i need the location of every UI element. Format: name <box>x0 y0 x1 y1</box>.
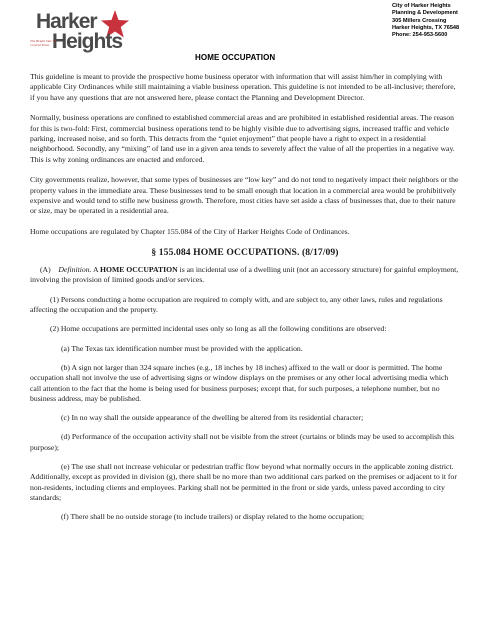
logo-word-harker: Harker <box>36 10 97 33</box>
condition-item: (b) A sign not larger than 324 square inches (e.g., 18 inches by 18 inches) affixed to the wall or door is permitted. The home occupation shall not involve the use of advertising signs or window displays on the premises or any other local advertising media which call attention to the fact that the home is being used for business purposes; except that, for such purposes, a telephone number, but no business address, may be published. <box>30 362 449 403</box>
clause-paragraph: (1) Persons conducting a home occupation are required to comply with, and are subject to, any other laws, rules and regulations affecting the occupation and the property. <box>30 294 443 315</box>
document-title: HOME OCCUPATION <box>195 53 276 62</box>
address-line: Phone: 254-953-5600 <box>392 32 448 39</box>
condition-item: (f) There shall be no outside storage (to include trailers) or display related to the home occupation; <box>61 512 364 522</box>
address-line: Harker Heights, TX 76548 <box>392 24 460 31</box>
definition-text: is an incidental use of a dwelling unit (not an accessory structure) for gainful employment, involving the provision of limited goods and/or services. <box>30 265 459 285</box>
definition-label: Definition. <box>58 265 92 275</box>
address-block <box>392 3 480 39</box>
address-line: 305 Millers Crossing <box>392 17 447 24</box>
condition-item: (e) The use shall not increase vehicular or pedestrian traffic flow beyond what normally occurs in the applicable zoning district. Additionally, except as provided in division (g), there shall be no more than two additional cars parked on the premises or adjacent to it for non-residents, including clients and employees. Parking shall not be permitted in the front or side yards, unless paved according to city standards; <box>30 462 457 502</box>
intro-paragraph: Home occupations are regulated by Chapter 155.084 of the City of Harker Heights Code of Ordinances. <box>30 227 350 237</box>
section-heading: § 155.084 HOME OCCUPATIONS. (8/17/09) <box>151 246 339 258</box>
clause-paragraph: (2) Home occupations are permitted incidental uses only so long as all the following conditions are observed: <box>50 324 387 334</box>
intro-paragraph: This guideline is meant to provide the prospective home business operator with information that will assist him/her in complying with applicable City Ordinances while still maintaining a viable business operation. This guideline is not intended to be all-inclusive; therefore, if you have any questions that are not answered here, please contact the Planning and Development Director. <box>30 72 456 102</box>
address-line: Planning & Development <box>392 10 458 17</box>
clause-label: (A) <box>40 265 51 275</box>
defined-term: HOME OCCUPATION <box>100 265 178 275</box>
condition-item: (d) Performance of the occupation activity shall not be visible from the street (curtains or blinds may be used to accomplish this purpose); <box>30 432 455 452</box>
document-body <box>30 72 460 532</box>
city-logo <box>30 10 126 64</box>
intro-paragraph: City governments realize, however, that some types of businesses are “low key” and do not tend to negatively impact their neighbors or the property values in the immediate area. These businesses tend to be small enough that location in a commercial area would be prohibitively expensive and would tend to stifle new business growth. Therefore, most cities have set aside a class of businesses that, due to their nature or size, may be operated in a residential area. <box>30 175 459 216</box>
address-line: City of Harker Heights <box>392 3 451 9</box>
condition-item: (c) In no way shall the outside appearance of the dwelling be altered from its residential character; <box>61 413 364 423</box>
definition-paragraph <box>30 265 460 286</box>
definition-pre: A <box>91 265 101 275</box>
logo-word-heights: Heights <box>52 30 123 53</box>
intro-paragraph: Normally, business operations are confined to established commercial areas and are prohibited in established residential areas. The reason for this is two-fold: First, commercial business operations tend to be highly visible due to advertising signs, increased traffic and vehicle parking, increased noise, and so forth. This detracts from the “quiet enjoyment” that people have a right to expect in a residential neighborhood. Secondly, any “mixing” of land use in a given area tends to severely affect the value of all the properties in a negative way. This is why zoning ordinances are enacted and enforced. <box>30 113 455 164</box>
condition-item: (a) The Texas tax identification number must be provided with the application. <box>61 343 303 353</box>
logo-tagline: The Bright Star Of Central Texas <box>30 39 57 47</box>
